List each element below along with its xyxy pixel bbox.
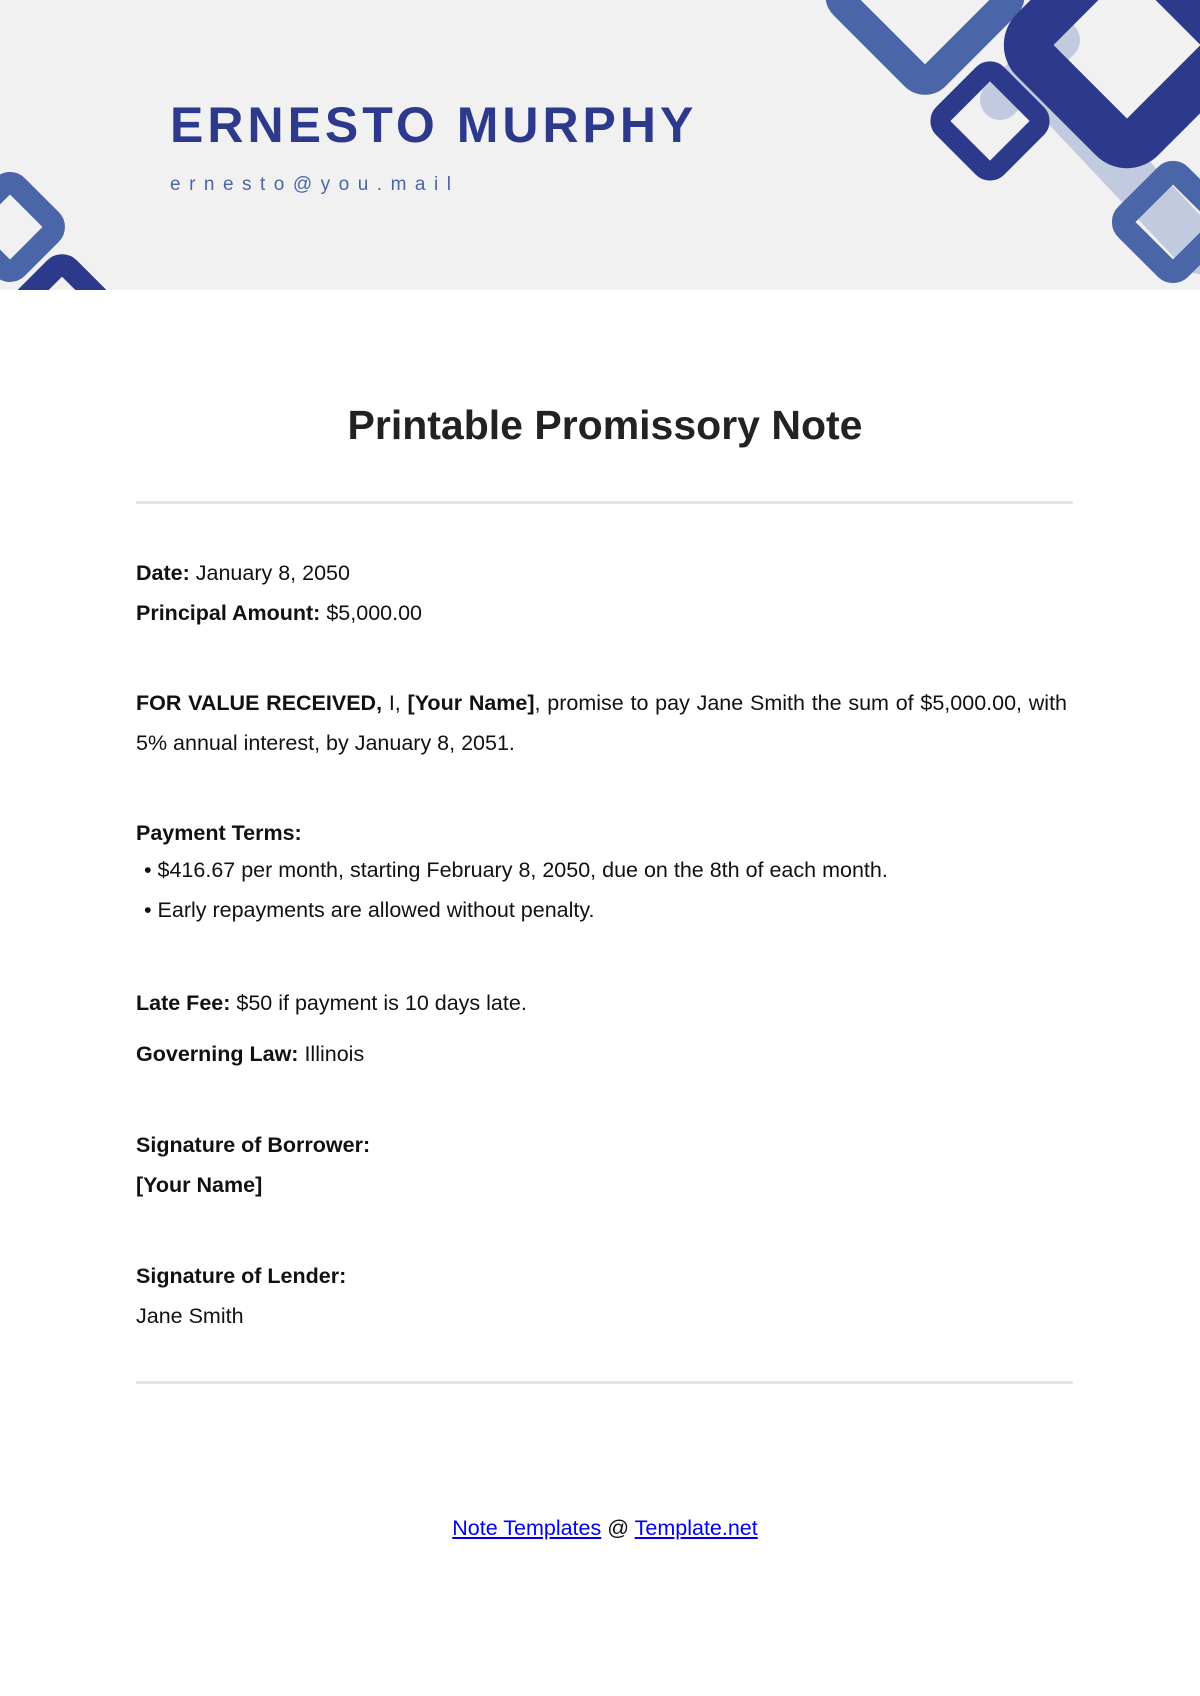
borrower-name-text: [Your Name] — [136, 1173, 263, 1197]
template-net-link[interactable]: Template.net — [634, 1516, 758, 1540]
law-value: Illinois — [304, 1042, 365, 1066]
borrower-name — [136, 1170, 262, 1200]
governing-law-line — [136, 1039, 364, 1069]
payment-term-text: Early repayments are allowed without penalty. — [157, 898, 595, 922]
payment-terms-label — [136, 818, 302, 848]
late-fee-label: Late Fee: — [136, 991, 231, 1015]
note-templates-link[interactable]: Note Templates — [452, 1516, 602, 1540]
header-banner — [0, 0, 1200, 290]
borrower-signature-label — [136, 1130, 370, 1160]
intro-bold: FOR VALUE RECEIVED, — [136, 691, 383, 715]
footer-separator: @ — [601, 1516, 635, 1540]
date-value: January 8, 2050 — [195, 561, 350, 585]
list-item: • Early repayments are allowed without penalty. — [144, 898, 595, 922]
date-label: Date: — [136, 561, 190, 585]
date-line — [136, 558, 350, 588]
principal-line — [136, 598, 422, 628]
lender-label: Signature of Lender: — [136, 1264, 347, 1288]
late-fee-line — [136, 988, 527, 1018]
late-fee-value: $50 if payment is 10 days late. — [236, 991, 527, 1015]
page-title: Printable Promissory Note — [347, 402, 863, 448]
payment-term-text: $416.67 per month, starting February 8, 2050, due on the 8th of each month. — [157, 858, 888, 882]
payment-terms-heading: Payment Terms: — [136, 821, 302, 845]
law-label: Governing Law: — [136, 1042, 299, 1066]
list-item: • $416.67 per month, starting February 8, 2050, due on the 8th of each month. — [144, 858, 888, 882]
lender-name: Jane Smith — [136, 1304, 244, 1328]
sender-name: ERNESTO MURPHY — [170, 97, 698, 153]
footer — [0, 1516, 1200, 1541]
intro-i: I, — [382, 691, 408, 715]
divider — [136, 1381, 1073, 1384]
lender-signature-label — [136, 1261, 346, 1291]
divider — [136, 501, 1073, 504]
intro-name: [Your Name] — [407, 691, 535, 715]
principal-value: $5,000.00 — [326, 601, 422, 625]
principal-label: Principal Amount: — [136, 601, 321, 625]
sender-email: ernesto@you.mail — [170, 174, 460, 195]
intro-paragraph — [136, 683, 1067, 763]
borrower-label: Signature of Borrower: — [136, 1133, 371, 1157]
intro-rest: , promise to pay Jane Smith the sum of $5,000.00, with 5% annual interest, by January 8, 2051. — [136, 691, 1067, 755]
